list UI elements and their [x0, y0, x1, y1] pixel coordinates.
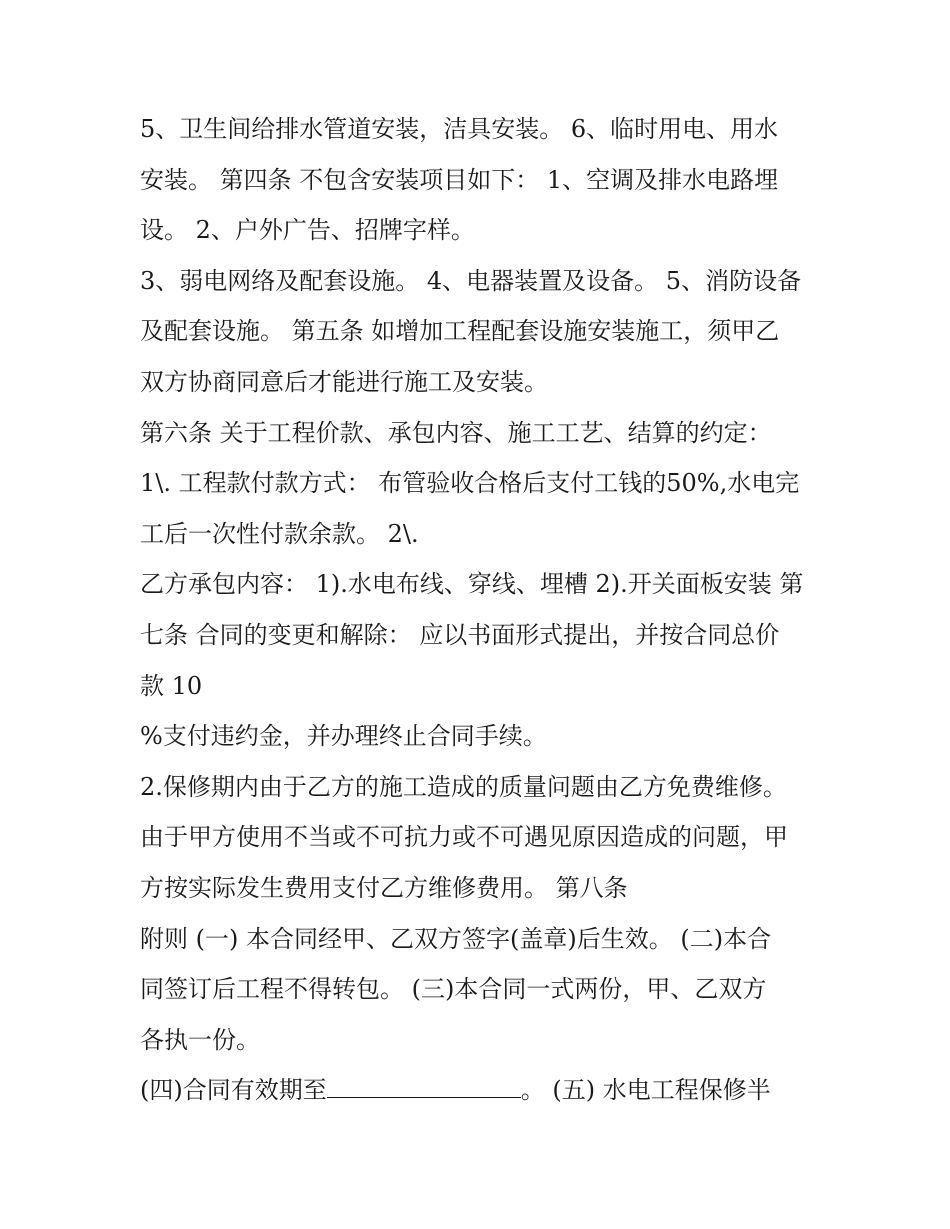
text-line: 同签订后工程不得转包。 (三)本合同一式两份，甲、乙双方 — [140, 975, 767, 1004]
validity-trailing-text: 。 (五) 水电工程保修半 — [520, 1076, 771, 1105]
text-line: 乙方承包内容： 1).水电布线、穿线、埋槽 2).开关面板安装 第 — [140, 570, 804, 599]
paragraph-excluded-items — [140, 256, 830, 408]
text-line: 安装。 第四条 不包含安装项目如下： 1、空调及排水电路埋 — [140, 165, 779, 194]
text-line: 设。 2、户外广告、招牌字样。 — [140, 216, 475, 245]
text-line: %支付违约金，并办理终止合同手续。 — [140, 722, 547, 751]
paragraph-installation-items — [140, 104, 830, 256]
text-line — [140, 1065, 830, 1116]
paragraph-validity-period — [140, 1065, 830, 1116]
validity-label: (四)合同有效期至 — [140, 1076, 327, 1105]
text-line: 款 10 — [140, 671, 203, 700]
text-line: 附则 (一) 本合同经甲、乙双方签字(盖章)后生效。 (二)本合 — [140, 924, 772, 953]
document-page — [140, 104, 830, 1116]
text-line: 由于甲方使用不当或不可抗力或不可遇见原因造成的问题，甲 — [140, 823, 788, 852]
text-line: 方按实际发生费用支付乙方维修费用。 第八条 — [140, 873, 628, 902]
text-line: 2.保修期内由于乙方的施工造成的质量问题由乙方免费维修。 — [140, 772, 787, 801]
text-line: 3、弱电网络及配套设施。 4、电器装置及设备。 5、消防设备 — [140, 266, 802, 295]
fill-in-blank — [327, 1071, 521, 1098]
text-line: 及配套设施。 第五条 如增加工程配套设施安装施工，须甲乙 — [140, 317, 780, 346]
paragraph-warranty — [140, 762, 830, 914]
text-line: 5、卫生间给排水管道安装，洁具安装。 6、临时用电、用水 — [140, 115, 779, 143]
text-line: 第六条 关于工程价款、承包内容、施工工艺、结算的约定： — [140, 418, 772, 447]
paragraph-article-six — [140, 408, 830, 560]
text-line: 双方协商同意后才能进行施工及安装。 — [140, 367, 548, 396]
paragraph-penalty — [140, 711, 830, 762]
paragraph-contract-scope — [140, 559, 830, 711]
text-line: 七条 合同的变更和解除： 应以书面形式提出，并按合同总价 — [140, 620, 780, 649]
paragraph-supplementary-terms — [140, 914, 830, 1066]
text-line: 1\. 工程款付款方式： 布管验收合格后支付工钱的50%,水电完 — [140, 469, 800, 498]
text-line: 各执一份。 — [140, 1025, 260, 1054]
text-line: 工后一次性付款余款。 2\. — [140, 519, 419, 548]
